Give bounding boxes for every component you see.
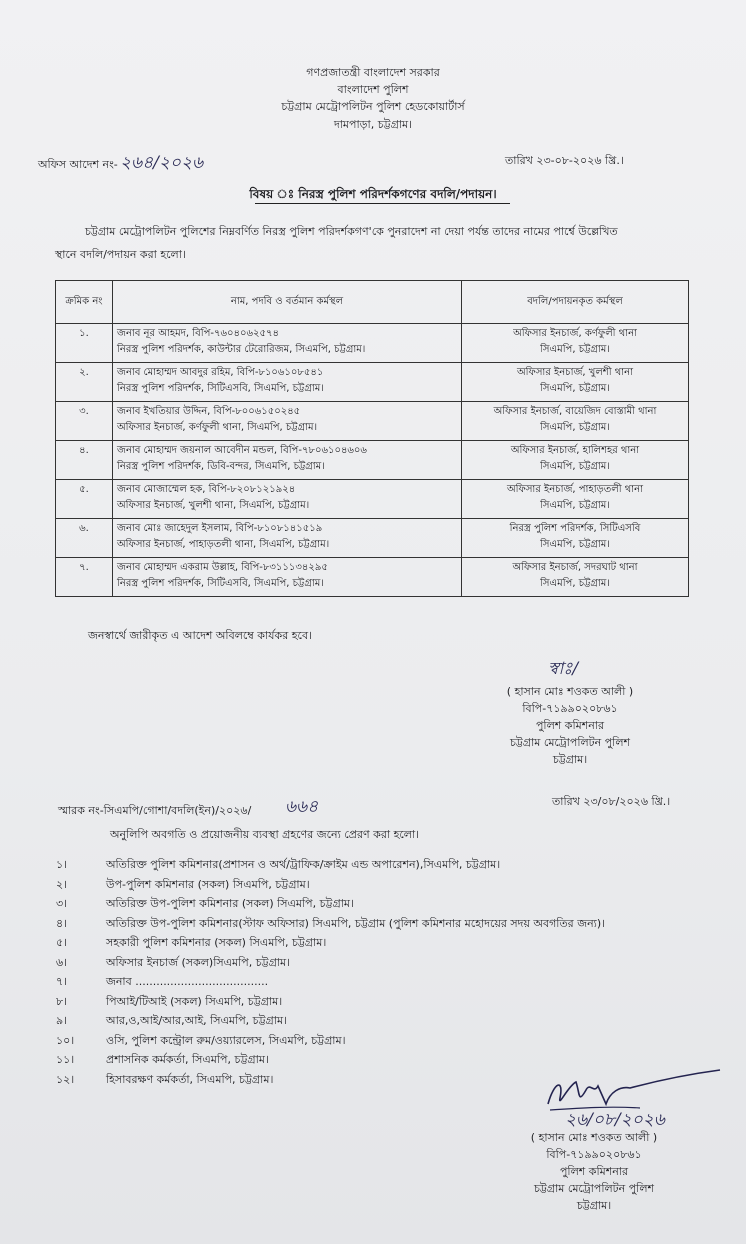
list-item: [56, 895, 605, 915]
list-number: ১০।: [56, 1033, 75, 1047]
list-number: ৭।: [56, 975, 68, 988]
signatory-bp: বিপি-৭১৯৯০২০৮৬১: [546, 1148, 642, 1161]
office-order-label: অফিস আদেশ নং-: [38, 158, 118, 171]
row-current-post: নিরস্ত্র পুলিশ পরিদর্শক, কাউন্টার টেরোরিজম, সিএমপি, চট্টগ্রাম।: [117, 344, 366, 355]
subject-underline: [255, 203, 510, 204]
intro-line-1: চট্টগ্রাম মেট্রোপলিটন পুলিশের নিম্নবর্ণিত নিরস্ত্র পুলিশ পরিদর্শকগণ'কে পুনরাদেশ না দেয়া পর্যন্ত তাদের নামের পার্শ্বে উল্লেখিত: [85, 225, 618, 238]
row-serial: ৭.: [56, 558, 113, 597]
row-name-cell: [113, 441, 462, 480]
distribution-list: [56, 856, 605, 1090]
row-new-post: অফিসার ইনচার্জ, সদরঘাট থানা: [512, 562, 638, 573]
list-text: অতিরিক্ত উপ-পুলিশ কমিশনার(স্টাফ অফিসার) সিএমপি, চট্টগ্রাম (পুলিশ কমিশনার মহোদয়ের সদয় অবগতির জন্য)।: [106, 916, 606, 930]
row-name: জনাব মোহাম্মদ জয়নাল আবেদীন মন্ডল, বিপি-৭৮০৬১০৪৬০৬: [117, 445, 367, 456]
list-item: [56, 973, 605, 993]
list-text: উপ-পুলিশ কমিশনার (সকল) সিএমপি, চট্টগ্রাম।: [106, 877, 310, 891]
signature-block-2: [484, 1129, 704, 1214]
subject: বিষয় ঃ নিরস্ত্র পুলিশ পরিদর্শকগণের বদলি/পদায়ন।: [249, 187, 497, 201]
row-current-post: অফিসার ইনচার্জ, পাহাড়তলী থানা, সিএমপি, চট্টগ্রাম।: [117, 539, 330, 550]
list-text: সহকারী পুলিশ কমিশনার (সকল) সিএমপি, চট্টগ্রাম।: [106, 936, 327, 949]
row-new-post-unit: সিএমপি, চট্টগ্রাম।: [540, 539, 610, 550]
row-current-post: অফিসার ইনচার্জ, খুলশী থানা, সিএমপি, চট্টগ্রাম।: [117, 500, 310, 511]
row-new-post: নিরস্ত্র পুলিশ পরিদর্শক, সিটিএসবি: [509, 523, 641, 534]
row-name-cell: [113, 519, 462, 558]
row-serial: ৬.: [56, 519, 113, 558]
list-item: [56, 1032, 605, 1052]
row-new-post-unit: সিএমপি, চট্টগ্রাম।: [540, 500, 610, 511]
row-new-post: অফিসার ইনচার্জ, বায়েজিদ বোস্তামী থানা: [493, 406, 657, 417]
signature-date-handwritten: ২৬/০৮/২০২৬: [565, 1110, 665, 1130]
row-name-cell: [113, 363, 462, 402]
signatory-designation: পুলিশ কমিশনার: [559, 1165, 629, 1178]
row-new-post-cell: [462, 480, 689, 519]
signatory-org: চট্টগ্রাম মেট্রোপলিটন পুলিশ: [509, 736, 631, 749]
header-police: বাংলাদেশ পুলিশ: [337, 83, 409, 96]
public-interest-note: জনস্বার্থে জারীকৃত এ আদেশ অবিলম্বে কার্যকর হবে।: [88, 629, 313, 642]
row-new-post: অফিসার ইনচার্জ, কর্ণফুলী থানা: [513, 328, 637, 339]
signatory-place: চট্টগ্রাম।: [552, 753, 588, 766]
list-text: জনাব ......................................: [106, 975, 269, 988]
row-new-post-unit: সিএমপি, চট্টগ্রাম।: [540, 578, 610, 589]
row-name-cell: [113, 324, 462, 363]
table-row: [56, 519, 689, 558]
list-item: [56, 1012, 605, 1032]
header-cmp-hq: চট্টগ্রাম মেট্রোপলিটন পুলিশ হেডকোয়ার্টার্স: [281, 100, 465, 113]
table-row: [56, 480, 689, 519]
row-new-post-cell: [462, 441, 689, 480]
header-name-current: নাম, পদবি ও বর্তমান কর্মস্থল: [113, 281, 462, 324]
table-row: [56, 441, 689, 480]
list-item: [56, 915, 605, 935]
row-new-post-unit: সিএমপি, চট্টগ্রাম।: [540, 344, 610, 355]
row-new-post-cell: [462, 402, 689, 441]
list-item: [56, 954, 605, 974]
list-item: [56, 876, 605, 896]
row-current-post: অফিসার ইনচার্জ, কর্ণফুলী থানা, সিএমপি, চট্টগ্রাম।: [117, 422, 318, 433]
transfer-table: [55, 280, 689, 597]
signatory-designation: পুলিশ কমিশনার: [535, 719, 605, 732]
table-row: [56, 324, 689, 363]
row-current-post: নিরস্ত্র পুলিশ পরিদর্শক, ডিবি-বন্দর, সিএমপি, চট্টগ্রাম।: [117, 461, 325, 472]
row-name-cell: [113, 402, 462, 441]
list-text: প্রশাসনিক কর্মকর্তা, সিএমপি, চট্টগ্রাম।: [106, 1053, 269, 1066]
table-header-row: [56, 281, 689, 324]
list-text: ওসি, পুলিশ কন্ট্রোল রুম/ওয়্যারলেস, সিএমপি, চট্টগ্রাম।: [106, 1033, 346, 1047]
list-text: অফিসার ইনচার্জ (সকল)সিএমপি, চট্টগ্রাম।: [106, 955, 291, 969]
row-new-post: অফিসার ইনচার্জ, খুলশী থানা: [516, 367, 633, 378]
header-address: দামপাড়া, চট্টগ্রাম।: [333, 118, 413, 131]
signatory-bp: বিপি-৭১৯৯০২০৮৬১: [522, 702, 618, 715]
header-serial: ক্রমিক নং: [56, 281, 113, 324]
row-name: জনাব মোহাম্মদ আবদুর রহিম, বিপি-৮১০৬১০৮৫৪১: [117, 367, 324, 378]
row-new-post-unit: সিএমপি, চট্টগ্রাম।: [540, 383, 610, 394]
memo-reference-number: ৬৬৪: [285, 797, 319, 817]
row-name: জনাব মোজাম্মেল হক, বিপি-৮২০৮১২১৯২৪: [117, 484, 296, 495]
list-number: ৬।: [56, 955, 68, 969]
row-serial: ৪.: [56, 441, 113, 480]
row-name-cell: [113, 480, 462, 519]
list-number: ১২।: [56, 1072, 75, 1086]
signatory-name: ( হাসান মোঃ শওকত আলী ): [506, 685, 634, 698]
row-serial: ৫.: [56, 480, 113, 519]
row-current-post: নিরস্ত্র পুলিশ পরিদর্শক, সিটিএসবি, সিএমপি, চট্টগ্রাম।: [117, 383, 324, 394]
list-text: আর,ও,আই/আর,আই, সিএমপি, চট্টগ্রাম।: [106, 1014, 287, 1027]
row-serial: ৩.: [56, 402, 113, 441]
row-current-post: নিরস্ত্র পুলিশ পরিদর্শক, সিটিএসবি, সিএমপি, চট্টগ্রাম।: [117, 578, 324, 589]
list-number: ৪।: [56, 916, 68, 930]
list-number: ২।: [56, 877, 68, 891]
list-number: ৯।: [56, 1014, 68, 1027]
list-text: অতিরিক্ত পুলিশ কমিশনার(প্রশাসন ও অর্থ/ট্রাফিক/ক্রাইম এন্ড অপারেশন),সিএমপি, চট্টগ্রাম।: [106, 858, 501, 871]
row-serial: ১.: [56, 324, 113, 363]
row-new-post-cell: [462, 558, 689, 597]
list-item: [56, 856, 605, 876]
list-text: হিসাবরক্ষণ কর্মকর্তা, সিএমপি, চট্টগ্রাম।: [106, 1072, 274, 1086]
list-number: ৩।: [56, 897, 68, 910]
table-row: [56, 363, 689, 402]
list-item: [56, 993, 605, 1013]
row-name: জনাব মোঃ জাহেদুল ইসলাম, বিপি-৮১০৮১৪১৫১৯: [117, 523, 323, 534]
copy-line: অনুলিপি অবগতি ও প্রয়োজনীয় ব্যবস্থা গ্রহণের জন্যে প্রেরণ করা হলো।: [110, 828, 420, 841]
list-number: ৫।: [56, 936, 68, 949]
office-order-number: ২৬৪/২০২৬: [120, 153, 204, 173]
list-item: [56, 934, 605, 954]
signatory-place: চট্টগ্রাম।: [576, 1199, 612, 1212]
signatory-org: চট্টগ্রাম মেট্রোপলিটন পুলিশ: [533, 1182, 655, 1195]
list-number: ১১।: [56, 1053, 75, 1066]
table-row: [56, 402, 689, 441]
row-new-post-cell: [462, 363, 689, 402]
signature-stroke: [548, 1070, 720, 1104]
list-text: পিআই/টিআই (সকল) সিএমপি, চট্টগ্রাম।: [106, 994, 283, 1008]
row-name: জনাব নূর আহমদ, বিপি-৭৬০৪০৬২৫৭৪: [117, 328, 279, 339]
list-text: অতিরিক্ত উপ-পুলিশ কমিশনার (সকল) সিএমপি, চট্টগ্রাম।: [106, 897, 354, 910]
row-name: জনাব মোহাম্মদ একরাম উল্লাহ, বিপি-৮৩১১১৩৪২৯৫: [117, 562, 328, 573]
header-government: গণপ্রজাতন্ত্রী বাংলাদেশ সরকার: [306, 66, 440, 79]
table-row: [56, 558, 689, 597]
row-name-cell: [113, 558, 462, 597]
list-number: ১।: [56, 858, 68, 871]
row-new-post-unit: সিএমপি, চট্টগ্রাম।: [540, 422, 610, 433]
row-serial: ২.: [56, 363, 113, 402]
header-new-post: বদলি/পদায়নকৃত কর্মস্থল: [462, 281, 689, 324]
memo-reference: স্মারক নং-সিএমপি/গোশা/বদলি(ইন)/২০২৬/: [58, 804, 252, 817]
intro-line-2: স্থানে বদলি/পদায়ন করা হলো।: [55, 248, 186, 261]
row-new-post: অফিসার ইনচার্জ, হালিশহর থানা: [510, 445, 640, 456]
memo-date: তারিখ ২৩/০৮/২০২৬ খ্রি.।: [552, 795, 671, 808]
list-number: ৮।: [56, 994, 68, 1008]
row-name: জনাব ইখতিয়ার উদ্দিন, বিপি-৮০০৬১৫০২৪৫: [117, 406, 301, 417]
row-new-post: অফিসার ইনচার্জ, পাহাড়তলী থানা: [506, 484, 643, 495]
order-date: তারিখ ২৩-০৮-২০২৬ খ্রি.।: [505, 154, 624, 167]
row-new-post-cell: [462, 324, 689, 363]
signature-sd: স্বাঃ/: [548, 659, 579, 679]
row-new-post-unit: সিএমপি, চট্টগ্রাম।: [540, 461, 610, 472]
signature-block-1: [460, 683, 680, 768]
row-new-post-cell: [462, 519, 689, 558]
signatory-name: ( হাসান মোঃ শওকত আলী ): [530, 1131, 658, 1144]
